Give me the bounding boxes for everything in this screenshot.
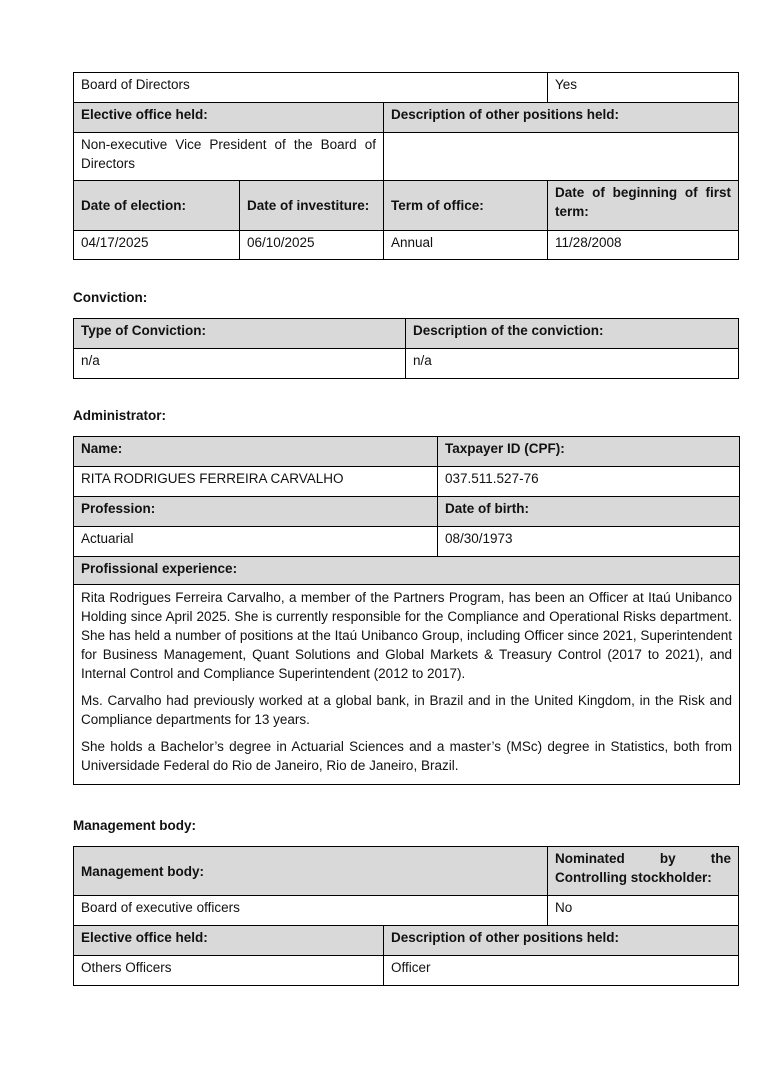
experience-paragraph: She holds a Bachelor’s degree in Actuarial Sciences and a master’s (MSc) degree in Statistics, both from Universidade Federal do Rio de Janeiro, Rio de Janeiro, Brazil. — [81, 739, 732, 773]
nominated-value: No — [548, 896, 739, 926]
conviction-type-header: Type of Conviction: — [74, 319, 406, 349]
first-term-header: Date of beginning of first term: — [548, 181, 739, 231]
cpf-header: Taxpayer ID (CPF): — [438, 437, 740, 467]
birth-header: Date of birth: — [438, 497, 740, 527]
date-election-header: Date of election: — [74, 181, 240, 231]
administrator-table — [73, 436, 740, 785]
first-term-value: 11/28/2008 — [548, 231, 739, 260]
profession-value: Actuarial — [74, 527, 438, 557]
conviction-description-value: n/a — [406, 349, 739, 379]
name-header: Name: — [74, 437, 438, 467]
elective-office-value: Non-executive Vice President of the Board of Directors — [74, 133, 384, 181]
other-positions-header: Description of other positions held: — [384, 103, 739, 133]
administrator-title: Administrator: — [73, 408, 167, 423]
conviction-table — [73, 318, 739, 379]
management-body-value: Board of executive officers — [74, 896, 548, 926]
elective-office-header: Elective office held: — [74, 926, 384, 956]
birth-value: 08/30/1973 — [438, 527, 740, 557]
elective-office-value: Others Officers — [74, 956, 384, 986]
board-table — [73, 72, 739, 260]
conviction-description-header: Description of the conviction: — [406, 319, 739, 349]
cpf-value: 037.511.527-76 — [438, 467, 740, 497]
date-investiture-value: 06/10/2025 — [240, 231, 384, 260]
management-title: Management body: — [73, 818, 197, 833]
conviction-title: Conviction: — [73, 290, 148, 305]
management-body-value: Board of Directors — [74, 73, 548, 103]
date-election-value: 04/17/2025 — [74, 231, 240, 260]
conviction-type-value: n/a — [74, 349, 406, 379]
management-table — [73, 846, 739, 986]
experience-body — [74, 585, 740, 785]
term-value: Annual — [384, 231, 548, 260]
management-body-header: Management body: — [74, 847, 548, 896]
nominated-value: Yes — [548, 73, 739, 103]
nominated-header: Nominated by the Controlling stockholder: — [548, 847, 739, 896]
date-investiture-header: Date of investiture: — [240, 181, 384, 231]
profession-header: Profession: — [74, 497, 438, 527]
experience-header: Profissional experience: — [74, 557, 740, 585]
elective-office-header: Elective office held: — [74, 103, 384, 133]
other-positions-value: Officer — [384, 956, 739, 986]
experience-paragraph: Rita Rodrigues Ferreira Carvalho, a member of the Partners Program, has been an Officer at Itaú Unibanco Holding since April 2025. She is currently responsible for the Compliance and Operational Risks department. She has held a number of positions at the Itaú Unibanco Group, including Officer since 2021, Superintendent for Business Management, Quant Solutions and Global Markets & Treasury Control (2017 to 2021), and Internal Control and Compliance Superintendent (2012 to 2017). — [81, 590, 732, 681]
term-header: Term of office: — [384, 181, 548, 231]
name-value: RITA RODRIGUES FERREIRA CARVALHO — [74, 467, 438, 497]
experience-paragraph: Ms. Carvalho had previously worked at a global bank, in Brazil and in the United Kingdom, in the Risk and Compliance departments for 13 years. — [81, 693, 732, 727]
other-positions-header: Description of other positions held: — [384, 926, 739, 956]
other-positions-value — [384, 133, 739, 181]
